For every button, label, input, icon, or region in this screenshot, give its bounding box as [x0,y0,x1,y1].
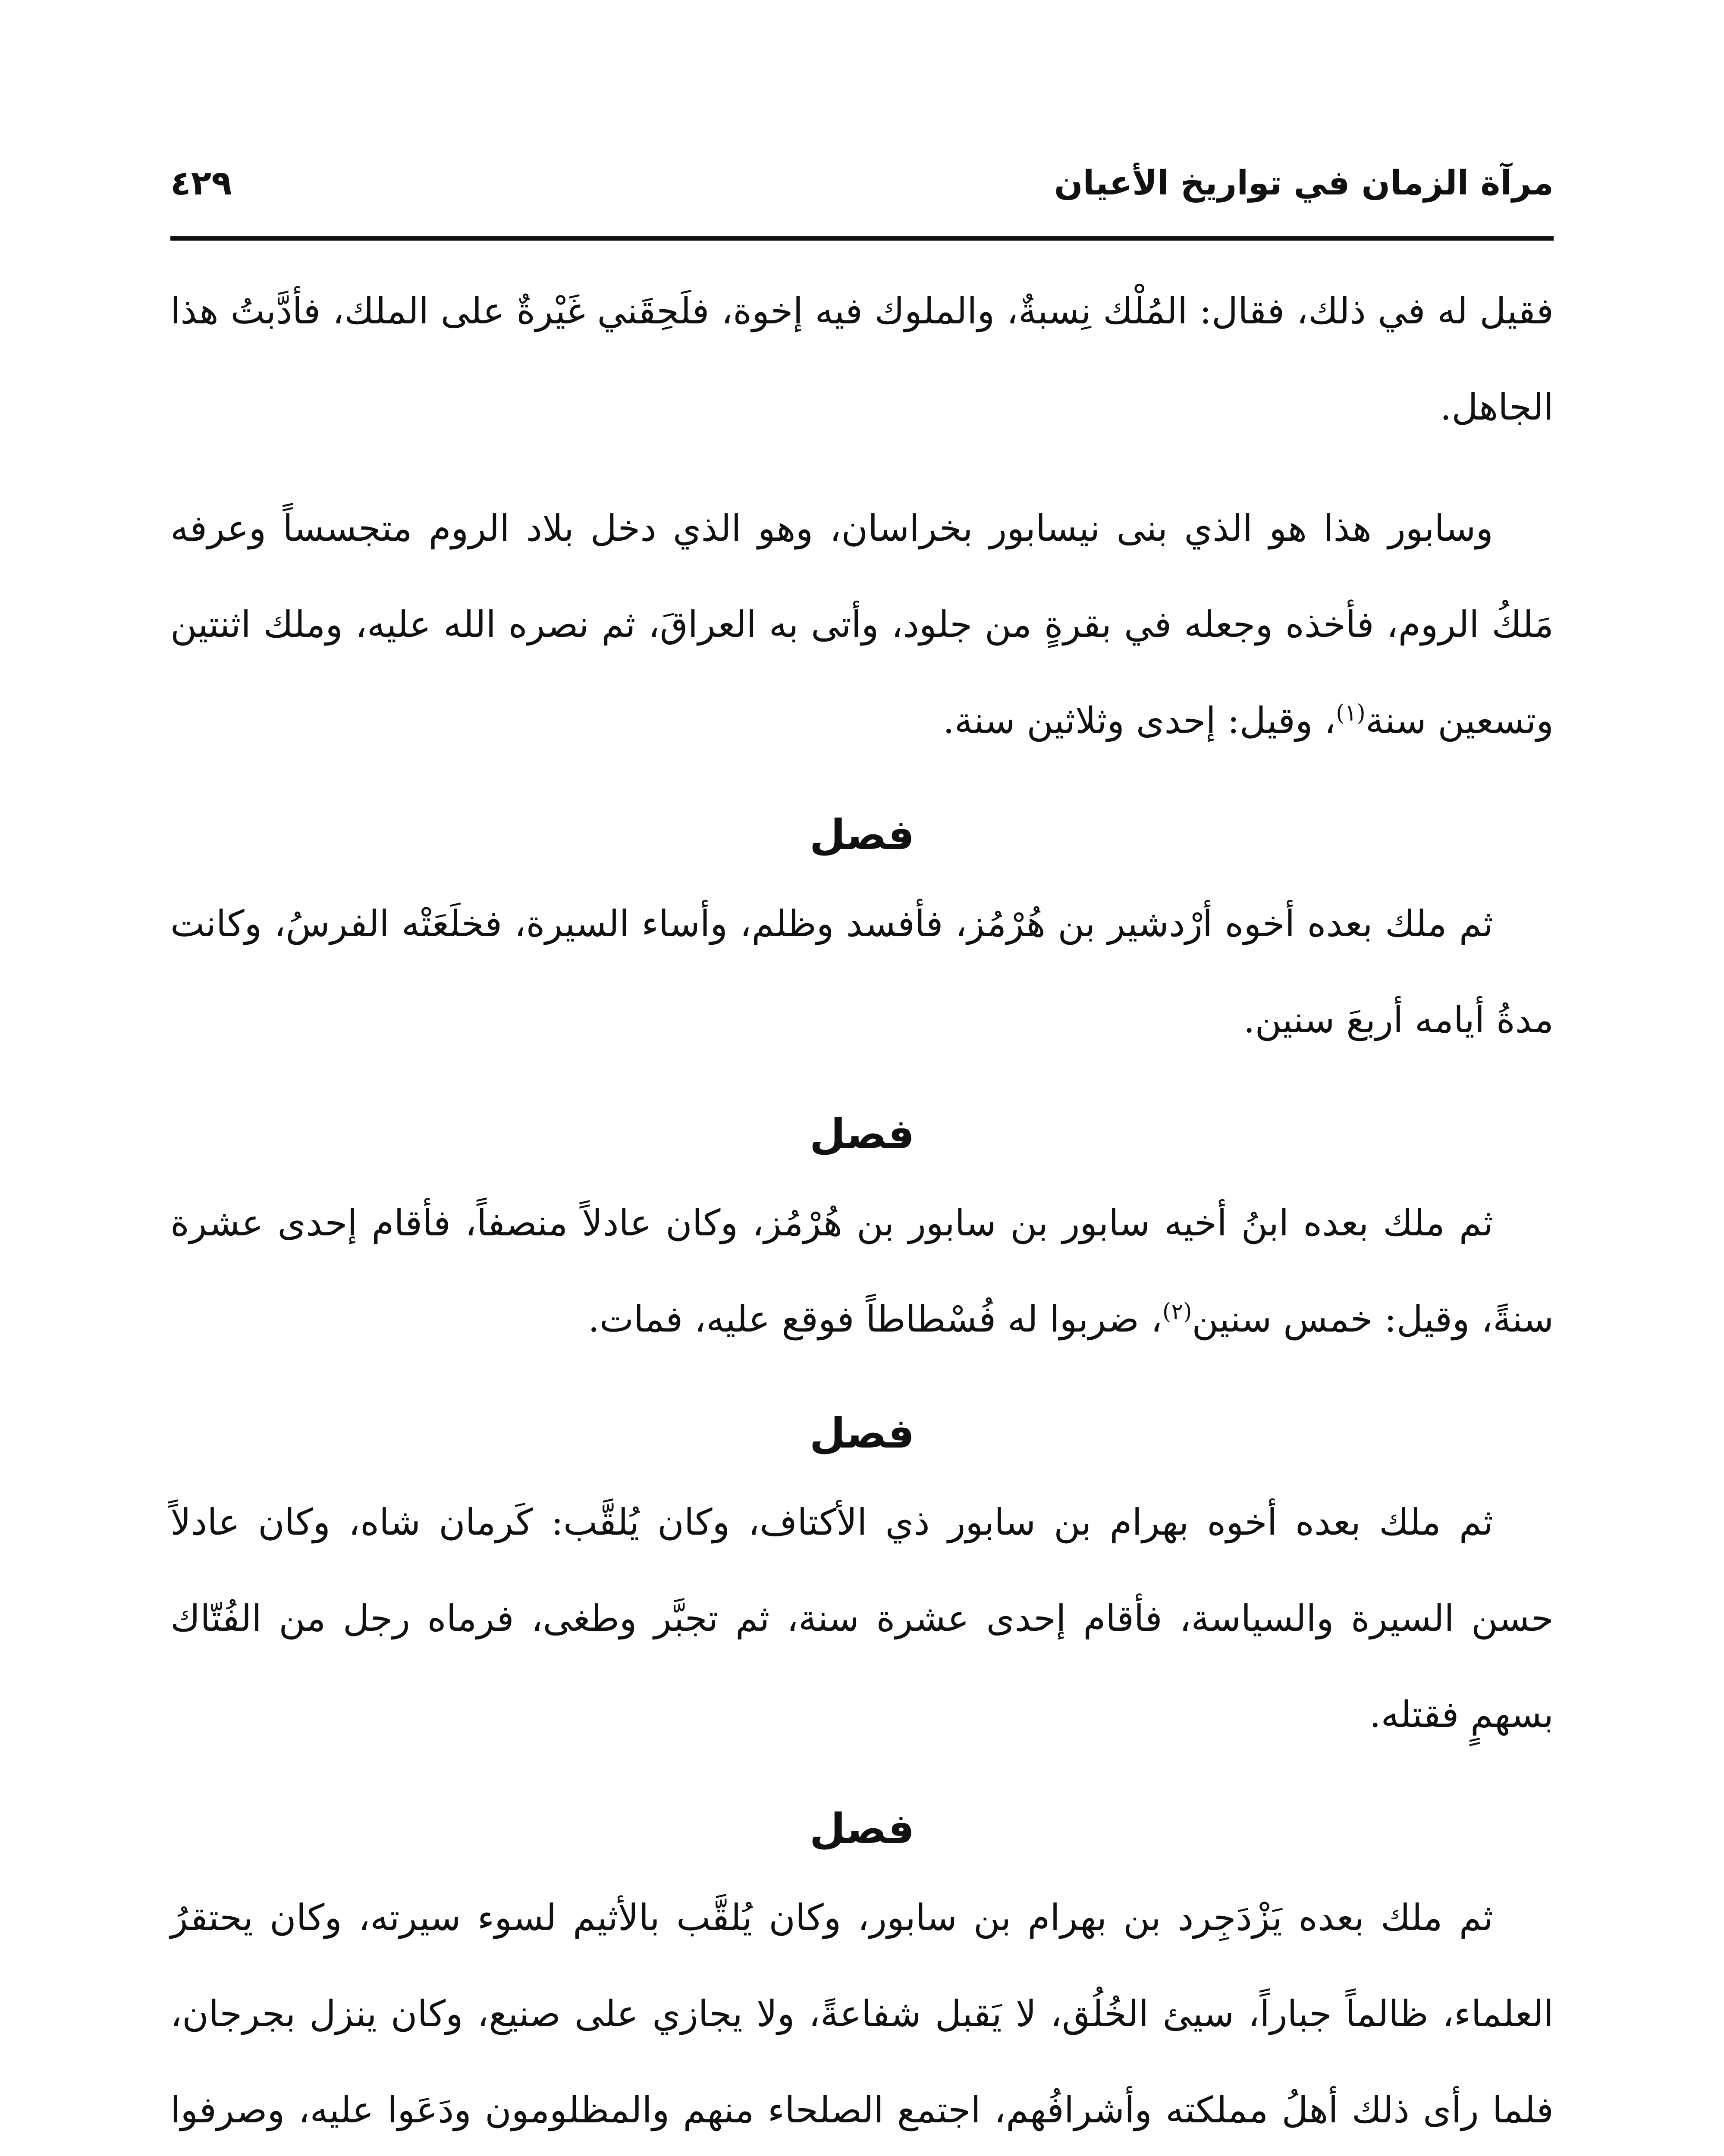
paragraph-5: ثم ملك بعده أخوه بهرام بن سابور ذي الأكتاف، وكان يُلقَّب: كَرمان شاه، وكان عادلاً حسن السيرة والسياسة، فأقام إحدى عشرة سنة، ثم تجبَّر وطغى، فرماه رجل من الفُتّاك بسهمٍ فقتله. [170,1501,1554,1736]
paragraph-1: فقيل له في ذلك، فقال: المُلْك نِسبةٌ، والملوك فيه إخوة، فلَحِقَني غَيْرةٌ على الملك، فأدَّبتُ هذا الجاهل. [170,290,1554,428]
paragraph-4-tail: ، ضربوا له فُسْطاطاً فوقع عليه، فمات. [588,1298,1162,1340]
paragraph-3: ثم ملك بعده أخوه أرْدشير بن هُرْمُز، فأفسد وظلم، وأساء السيرة، فخلَعَتْه الفرسُ، وكانت مدةُ أيامه أربعَ سنين. [170,903,1554,1041]
footnote-ref-1[interactable]: (١) [1336,700,1366,726]
main-text [170,263,1554,2156]
page-number: ٤٢٩ [170,164,232,203]
paragraph-4 [170,1175,1554,1367]
running-title: مرآة الزمان في تواريخ الأعيان [1054,164,1554,203]
paragraph-2-tail: ، وقيل: إحدى وثلاثين سنة. [943,699,1336,742]
paragraph-4-text: ثم ملك بعده ابنُ أخيه سابور بن سابور بن هُرْمُز، وكان عادلاً منصفاً، فأقام إحدى عشرة سنةً، وقيل: خمس سنين [170,1202,1554,1340]
section-heading-2: فصل [809,1110,915,1158]
footnote-ref-2[interactable]: (٢) [1162,1299,1192,1325]
section-heading-1: فصل [809,811,915,859]
paragraph-6: ثم ملك بعده يَزْدَجِرد بن بهرام بن سابور، وكان يُلقَّب بالأثيم لسوء سيرته، وكان يحتقرُ العلماء، ظالماً جباراً، سيئ الخُلُق، لا يَقبل شفاعةً، ولا يجازي على صنيع، وكان ينزل بجرجان، فلما رأى ذلك أهلُ مملكته وأشرافُهم، اجتمع الصلحاء منهم والمظلومون ودَعَوا عليه، وصرفوا [170,1896,1554,2131]
paragraph-2 [170,480,1554,769]
header-rule [170,236,1554,241]
page-header [170,142,1554,211]
paragraph-2-text: وسابور هذا هو الذي بنى نيسابور بخراسان، وهو الذي دخل بلاد الروم متجسساً وعرفه مَلكُ الروم، فأخذه وجعله في بقرةٍ من جلود، وأتى به العراقَ، ثم نصره الله عليه، وملك اثنتين وتسعين سنة [170,507,1554,742]
section-heading-4: فصل [809,1805,915,1853]
section-heading-3: فصل [809,1409,915,1457]
